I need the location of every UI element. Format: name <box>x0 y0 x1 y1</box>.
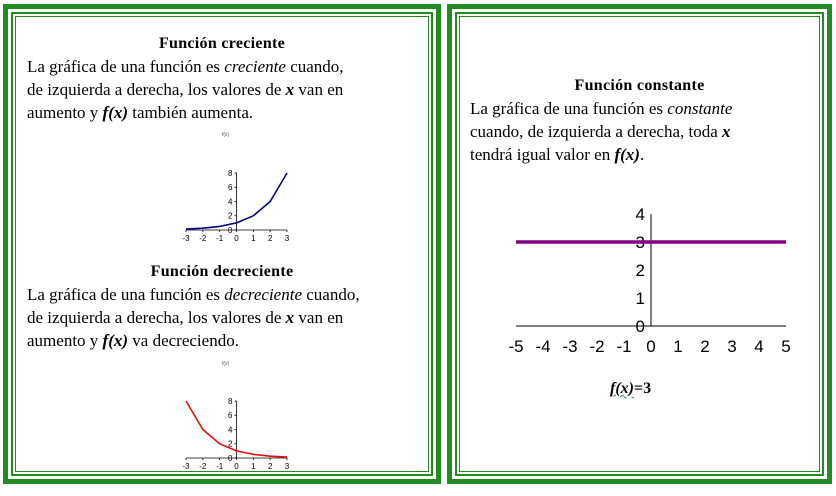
right-panel-content <box>459 16 820 472</box>
y-tick-label: 8 <box>228 396 233 406</box>
x-tick-label: 1 <box>673 337 683 356</box>
x-tick-label: 3 <box>284 462 290 471</box>
x-tick-label: 2 <box>267 462 273 471</box>
x-tick-label: 2 <box>267 234 273 243</box>
left-panel-border <box>11 12 433 476</box>
y-tick-label: 8 <box>228 168 233 178</box>
increasing-title: Función creciente <box>158 35 286 52</box>
y-tick-label: 1 <box>635 288 645 308</box>
formula-value: =3 <box>633 380 652 397</box>
constant-description: La gráfica de una función es constante cuando, de izquierda a derecha, toda x tendrá igual valor en f(x). <box>470 99 733 164</box>
y-tick-label: 0 <box>635 316 645 336</box>
constant-chart <box>480 187 820 367</box>
x-tick-label: 3 <box>727 337 737 356</box>
right-panel <box>447 4 832 484</box>
x-tick-label: 0 <box>234 462 239 471</box>
y-tick-label: 6 <box>228 411 233 421</box>
y-tick-label: 0 <box>228 225 233 235</box>
y-tick-label: 2 <box>228 439 233 449</box>
y-tick-label: 2 <box>228 211 233 221</box>
x-tick-label: -1 <box>216 234 224 243</box>
y-tick-label: 4 <box>228 425 233 435</box>
x-tick-label: -1 <box>616 337 632 356</box>
y-tick-label: 2 <box>635 260 645 280</box>
x-tick-label: -3 <box>182 234 190 243</box>
x-tick-label: 3 <box>284 234 290 243</box>
x-tick-label: -3 <box>182 462 190 471</box>
constant-title: Función constante <box>574 77 705 94</box>
x-tick-label: 0 <box>234 234 239 243</box>
x-tick-label: 1 <box>251 462 256 471</box>
constant-formula <box>610 380 651 398</box>
decreasing-chart-tiny-label: f(x) <box>222 361 230 367</box>
right-panel-border <box>455 12 824 476</box>
x-tick-label: 2 <box>700 337 710 356</box>
y-tick-label: 3 <box>635 232 645 252</box>
y-tick-label: 4 <box>228 197 233 207</box>
x-tick-label: -3 <box>562 337 578 356</box>
x-tick-label: -2 <box>199 462 207 471</box>
decreasing-title: Función decreciente <box>150 263 294 280</box>
increasing-chart-tiny-label: f(x) <box>222 132 230 138</box>
decreasing-description: La gráfica de una función es decreciente cuando, de izquierda a derecha, los valores de x van en aumento y f(x) va decreciendo. <box>27 285 360 350</box>
x-tick-label: 1 <box>251 234 256 243</box>
y-tick-label: 6 <box>228 183 233 193</box>
x-tick-label: -2 <box>589 337 605 356</box>
x-tick-label: 5 <box>781 337 791 356</box>
increasing-chart <box>166 157 296 247</box>
formula-fx: f(x) <box>610 380 634 397</box>
y-tick-label: 4 <box>635 204 645 224</box>
left-panel <box>3 4 441 484</box>
x-tick-label: -1 <box>216 462 224 471</box>
decreasing-chart <box>166 385 296 472</box>
increasing-description: La gráfica de una función es creciente cuando, de izquierda a derecha, los valores de x van en aumento y f(x) también aumenta. <box>27 57 344 122</box>
left-panel-content <box>15 16 429 472</box>
x-tick-label: -5 <box>508 337 524 356</box>
x-tick-label: -4 <box>535 337 551 356</box>
x-tick-label: -2 <box>199 234 207 243</box>
x-tick-label: 0 <box>646 337 656 356</box>
y-tick-label: 0 <box>228 453 233 463</box>
x-tick-label: 4 <box>754 337 764 356</box>
